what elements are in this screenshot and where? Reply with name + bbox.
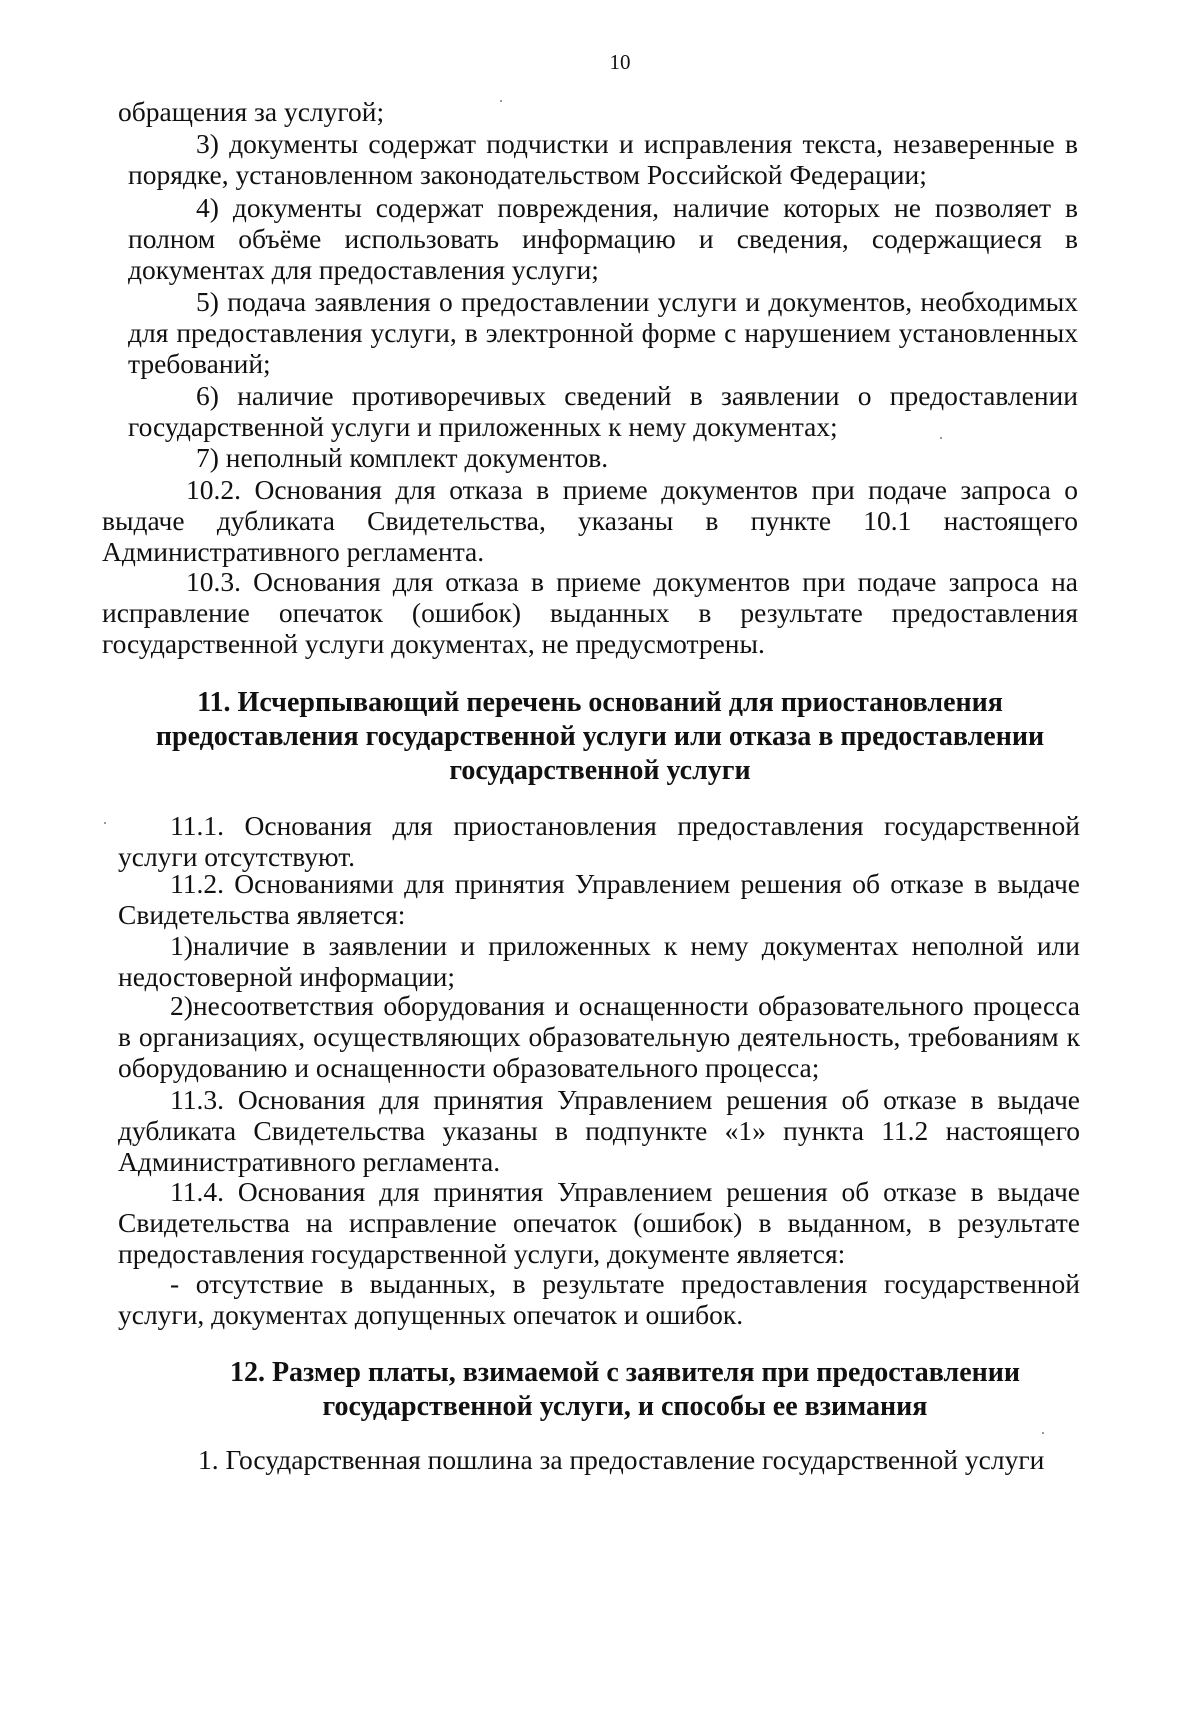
list-item-6: 6) наличие противоречивых сведений в заявлении о предоставлении государственной услуги и приложенных к нему документах;	[128, 380, 1078, 443]
scan-speck	[500, 100, 502, 102]
paragraph-11-2-item-2: 2)несоответствия оборудования и оснащенности образовательного процесса в организациях, осуществляющих образовательную деятельность, требованиям к оборудованию и оснащенности образовательного процесса;	[118, 990, 1080, 1084]
scan-speck	[104, 822, 106, 824]
paragraph-12-1: 1. Государственная пошлина за предоставление государственной услуги	[198, 1444, 1045, 1475]
paragraph-11-1: 11.1. Основания для приостановления предоставления государственной услуги отсутствуют.	[118, 810, 1080, 873]
list-item-3: 3) документы содержат подчистки и исправления текста, незаверенные в порядке, установленном законодательством Российской Федерации;	[128, 128, 1078, 191]
list-item-5: 5) подача заявления о предоставлении услуги и документов, необходимых для предоставления услуги, в электронной форме с нарушением установленных требований;	[128, 286, 1078, 380]
paragraph-11-4: 11.4. Основания для принятия Управлением решения об отказе в выдаче Свидетельства на исправление опечаток (ошибок) в выданном, в результате предоставления государственной услуги, документе является:	[118, 1176, 1080, 1270]
paragraph-continuation: обращения за услугой;	[118, 96, 385, 127]
paragraph-11-3: 11.3. Основания для принятия Управлением решения об отказе в выдаче дубликата Свидетельства указаны в подпункте «1» пункта 11.2 настоящего Административного регламента.	[118, 1084, 1080, 1178]
section-11-heading-line-2: предоставления государственной услуги или отказа в предоставлении	[155, 721, 1045, 752]
paragraph-10-2: 10.2. Основания для отказа в приеме документов при подаче запроса о выдаче дубликата Свидетельства, указаны в пункте 10.1 настоящего Административного регламента.	[102, 474, 1078, 568]
paragraph-11-4-item: - отсутствие в выданных, в результате предоставления государственной услуги, документах допущенных опечаток и ошибок.	[118, 1268, 1080, 1331]
list-item-7: 7) неполный комплект документов.	[196, 442, 609, 473]
section-12-heading	[110, 1356, 1140, 1424]
section-12-heading-line-1: 12. Размер платы, взимаемой с заявителя при предоставлении	[229, 1357, 1021, 1388]
list-item-4: 4) документы содержат повреждения, наличие которых не позволяет в полном объёме использовать информацию и сведения, содержащиеся в документах для предоставления услуги;	[128, 192, 1078, 286]
page-number: 10	[609, 50, 631, 74]
paragraph-10-3: 10.3. Основания для отказа в приеме документов при подаче запроса на исправление опечаток (ошибок) выданных в результате предоставления государственной услуги документах, не предусмотрены.	[102, 566, 1078, 660]
paragraph-11-2: 11.2. Основаниями для принятия Управлением решения об отказе в выдаче Свидетельства является:	[118, 868, 1080, 931]
section-11-heading-line-1: 11. Исчерпывающий перечень оснований для приостановления	[197, 687, 1003, 718]
scan-speck	[1042, 1432, 1044, 1434]
section-11-heading-line-3: государственной услуги	[449, 755, 751, 786]
paragraph-11-2-item-1: 1)наличие в заявлении и приложенных к нему документах неполной или недостоверной информации;	[118, 930, 1080, 993]
scan-speck	[940, 437, 942, 439]
section-11-heading	[110, 686, 1090, 788]
section-12-heading-line-2: государственной услуги, и способы ее взимания	[322, 1391, 928, 1422]
